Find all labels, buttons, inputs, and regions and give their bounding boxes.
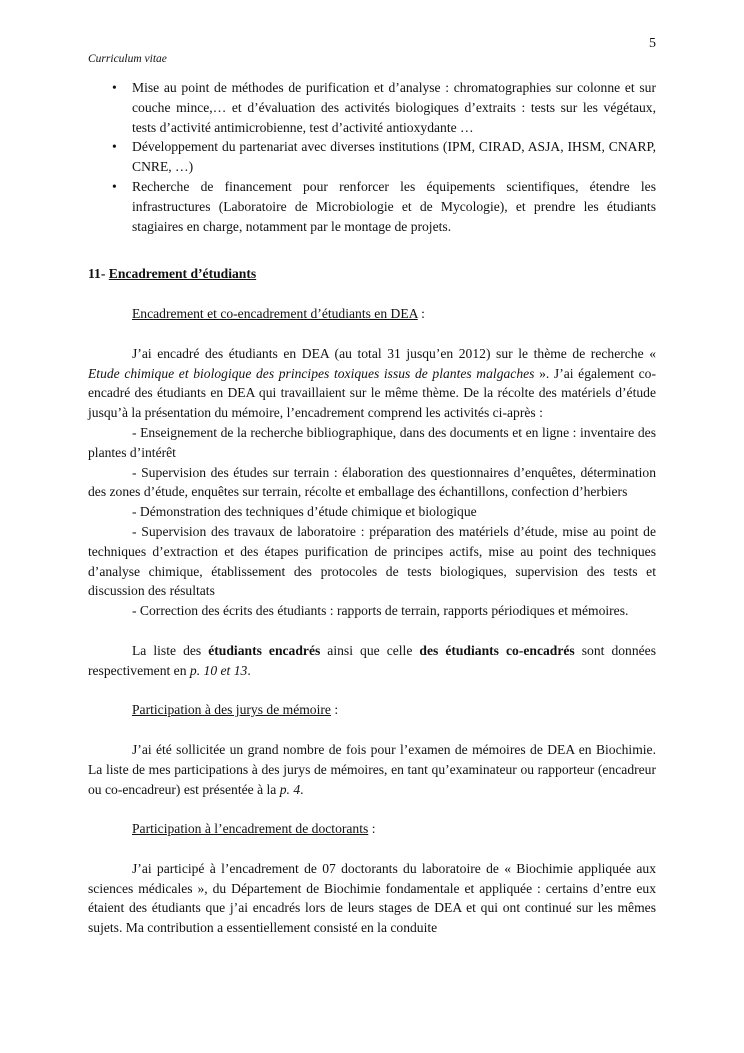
dea-activity-item: - Correction des écrits des étudiants : rapports de terrain, rapports périodiques et mémoires. [132, 603, 629, 619]
bullet-item [112, 78, 656, 137]
supervised-students-label: étudiants encadrés [208, 642, 321, 658]
bullet-icon: • [112, 178, 117, 194]
list-text: La liste des [132, 642, 209, 658]
page-reference: p. 10 et 13 [189, 662, 248, 678]
dea-intro-paragraph [88, 344, 656, 423]
dea-intro-start: J’ai encadré des étudiants en DEA (au total 31 jusqu’en 2012) sur le thème de recherche « [132, 345, 656, 361]
doctorants-heading-text: Participation à l’encadrement de doctorants [132, 821, 369, 837]
page-reference: p. 4 [279, 781, 301, 797]
jury-subheading [88, 700, 656, 720]
dea-activity-item: - Enseignement de la recherche bibliographique, dans des documents et en ligne : inventaire des plantes d’intérêt [88, 424, 656, 460]
dea-activity-item: - Supervision des travaux de laboratoire : préparation des matériels d’étude, mise au point de techniques d’extraction et des étapes purification de principes actifs, mise au point des techniques d’analyse chimique, établissement des protocoles de tests biologiques, supervision des tests et discussion des résultats [88, 523, 656, 599]
list-text: ainsi que celle [320, 642, 420, 658]
jury-text: . [300, 781, 304, 797]
page-number: 5 [649, 36, 656, 51]
jury-paragraph [88, 740, 656, 799]
dea-research-theme: Etude chimique et biologique des principes toxiques issus de plantes malgaches [88, 365, 535, 381]
list-text: . [247, 662, 251, 678]
student-list-paragraph [88, 641, 656, 681]
section-heading [88, 264, 656, 284]
dea-heading-suffix: : [417, 306, 425, 322]
activities-bullet-list [88, 78, 656, 236]
cosupervised-students-label: des étudiants co-encadrés [419, 642, 575, 658]
jury-heading-text: Participation à des jurys de mémoire [132, 702, 331, 718]
bullet-item [112, 177, 656, 236]
bullet-text: Recherche de financement pour renforcer les équipements scientifiques, étendre les infrastructures (Laboratoire de Microbiologie et de Mycologie), et prendre les étudiants stagiaires en charge, notamment par le montage de projets. [132, 178, 656, 234]
bullet-icon: • [112, 80, 117, 95]
doctorants-paragraph: J’ai participé à l’encadrement de 07 doctorants du laboratoire de « Biochimie appliquée aux sciences médicales », du Département de Biochimie fondamentale et appliquée : certains d’entre eux étaient des étudiants que j’ai encadrés lors de leurs stages de DEA et qui ont continué sur les mêmes sujets. Ma contribution a essentiellement consisté en la conduite [88, 860, 656, 936]
dea-heading-text: Encadrement et co-encadrement d’étudiants en DEA [132, 306, 418, 322]
jury-heading-suffix: : [330, 702, 339, 718]
list-text: sont données respectivement en [88, 642, 656, 678]
bullet-text: Développement du partenariat avec diverses institutions (IPM, CIRAD, ASJA, IHSM, CNARP, CNRE, …) [132, 139, 656, 175]
dea-activity-item: - Démonstration des techniques d’étude chimique et biologique [132, 504, 477, 520]
section-number: 11- [88, 266, 106, 282]
running-header: Curriculum vitae [88, 53, 167, 65]
doctorants-heading-suffix: : [368, 821, 376, 837]
bullet-text: Mise au point de méthodes de purification et d’analyse : chromatographies sur colonne et sur couche mince,… et d’évaluation des activités biologiques d’extraits : tests sur les végétaux, tests d’activité antimicrobienne, test d’activité antioxydante … [132, 80, 656, 135]
page-content [88, 78, 656, 938]
jury-text: J’ai été sollicitée un grand nombre de fois pour l’examen de mémoires de DEA en Biochimie. La liste de mes participations à des jurys de mémoires, en tant qu’examinateur ou rapporteur (encadreur ou co-encadreur) est présentée à la [88, 741, 656, 797]
bullet-item [112, 137, 656, 177]
dea-activity-item: - Supervision des études sur terrain : élaboration des questionnaires d’enquêtes, détermination des zones d’étude, enquêtes sur terrain, récolte et emballage des échantillons, confection d’herbiers [88, 464, 656, 500]
dea-subheading [88, 304, 656, 324]
dea-intro-end: ». J’ai également co-encadré des étudiants en DEA qui travaillaient sur le même thème. De la récolte des matériels d’étude jusqu’à la présentation du mémoire, l’encadrement comprend les activités ci-après : [88, 365, 656, 421]
doctorants-subheading [88, 819, 656, 839]
bullet-icon: • [112, 139, 117, 155]
section-title: Encadrement d’étudiants [108, 266, 257, 282]
